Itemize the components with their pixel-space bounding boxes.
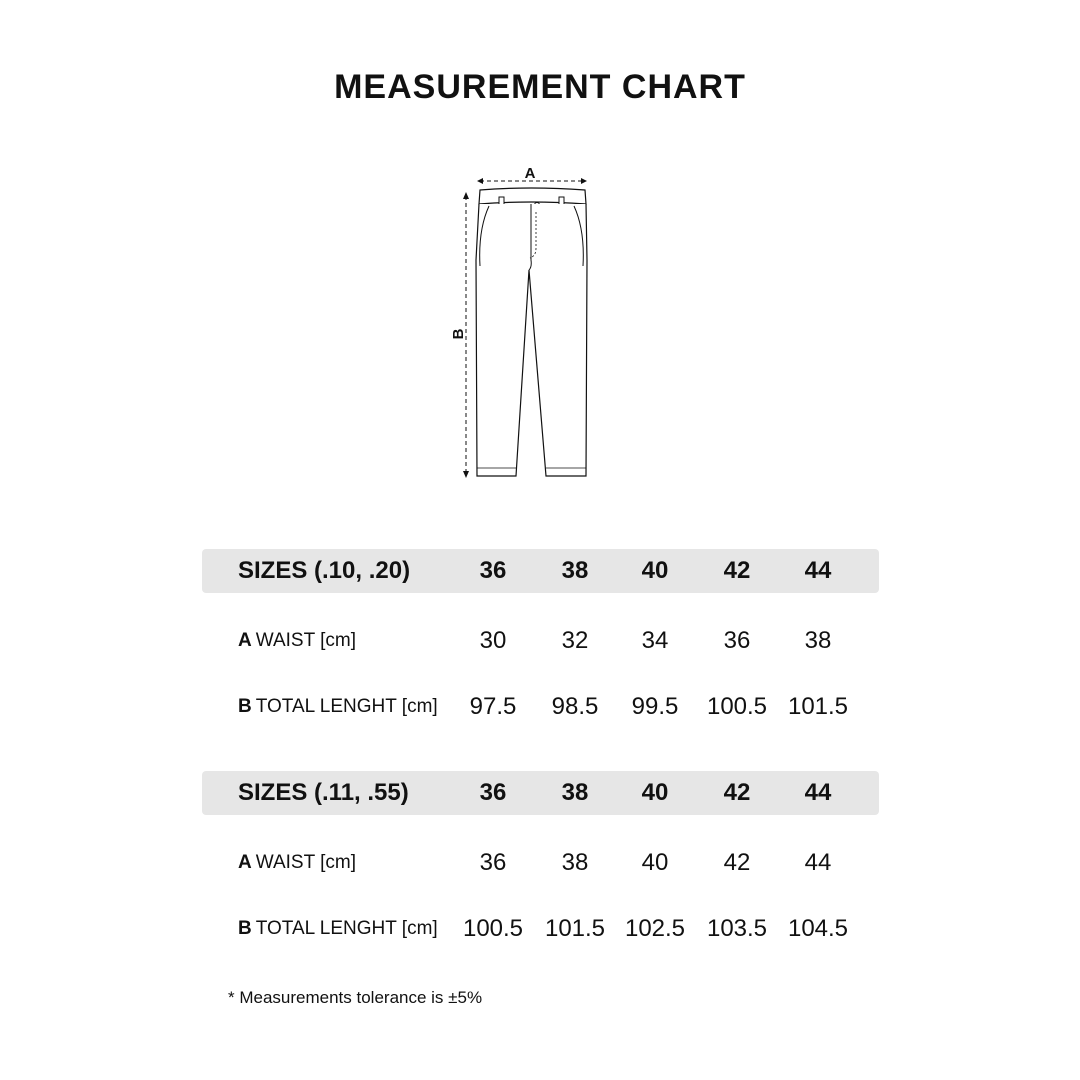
sizes-header-label: SIZES (.10, .20) <box>238 557 411 584</box>
table-cell: 30 <box>479 627 507 654</box>
row-label-text: WAIST [cm] <box>255 630 357 651</box>
table-cell: 101.5 <box>544 915 606 942</box>
size-header-cell: 42 <box>723 557 751 584</box>
size-header-cell: 38 <box>561 557 589 584</box>
row-label-text: TOTAL LENGHT [cm] <box>255 918 438 939</box>
size-header-cell: 40 <box>641 557 669 584</box>
sizes-header-label: SIZES (.11, .55) <box>238 779 409 806</box>
row-key: A <box>238 852 252 873</box>
table-cell: 97.5 <box>469 693 517 720</box>
size-header-cell: 36 <box>479 557 507 584</box>
table-cell: 101.5 <box>787 693 849 720</box>
dimension-a-arrow-right <box>581 178 587 184</box>
table-cell: 104.5 <box>787 915 849 942</box>
row-key: B <box>238 696 252 717</box>
row-label <box>238 621 356 661</box>
table-cell: 100.5 <box>462 915 524 942</box>
waistband <box>479 188 586 204</box>
size-header-cell: 36 <box>479 779 507 806</box>
row-label-text: TOTAL LENGHT [cm] <box>255 696 438 717</box>
table-cell: 38 <box>561 849 589 876</box>
size-header-cell: 38 <box>561 779 589 806</box>
table-row-total-length <box>202 909 879 949</box>
dimension-b-arrow-top <box>463 192 469 199</box>
table-cell: 38 <box>804 627 832 654</box>
tolerance-footnote: * Measurements tolerance is ±5% <box>228 988 483 1007</box>
table-cell: 99.5 <box>631 693 679 720</box>
pants-diagram-icon <box>440 150 610 490</box>
table-cell: 100.5 <box>706 693 768 720</box>
table-cell: 34 <box>641 627 669 654</box>
table-row-waist <box>202 621 879 661</box>
table-header-row <box>202 549 879 593</box>
table-cell: 102.5 <box>624 915 686 942</box>
table-cell: 36 <box>723 627 751 654</box>
row-label <box>238 909 438 949</box>
page-title: MEASUREMENT CHART <box>334 68 746 106</box>
row-key: B <box>238 918 252 939</box>
table-cell: 98.5 <box>551 693 599 720</box>
row-key: A <box>238 630 252 651</box>
size-table-1 <box>202 549 879 727</box>
size-header-cell: 44 <box>804 779 832 806</box>
size-header-cell: 44 <box>804 557 832 584</box>
dimension-a-label: A <box>524 165 536 182</box>
row-label-text: WAIST [cm] <box>255 852 357 873</box>
size-header-cell: 40 <box>641 779 669 806</box>
table-cell: 40 <box>641 849 669 876</box>
row-label <box>238 687 438 727</box>
row-label <box>238 843 356 883</box>
dimension-b-label: B <box>450 328 467 340</box>
dimension-a-arrow-left <box>477 178 483 184</box>
table-row-waist <box>202 843 879 883</box>
size-table-2 <box>202 771 879 949</box>
size-header-cell: 42 <box>723 779 751 806</box>
table-cell: 42 <box>723 849 751 876</box>
table-row-total-length <box>202 687 879 727</box>
table-cell: 36 <box>479 849 507 876</box>
table-cell: 32 <box>561 627 589 654</box>
table-cell: 44 <box>804 849 832 876</box>
dimension-b-arrow-bottom <box>463 471 469 478</box>
table-cell: 103.5 <box>706 915 768 942</box>
table-header-row <box>202 771 879 815</box>
